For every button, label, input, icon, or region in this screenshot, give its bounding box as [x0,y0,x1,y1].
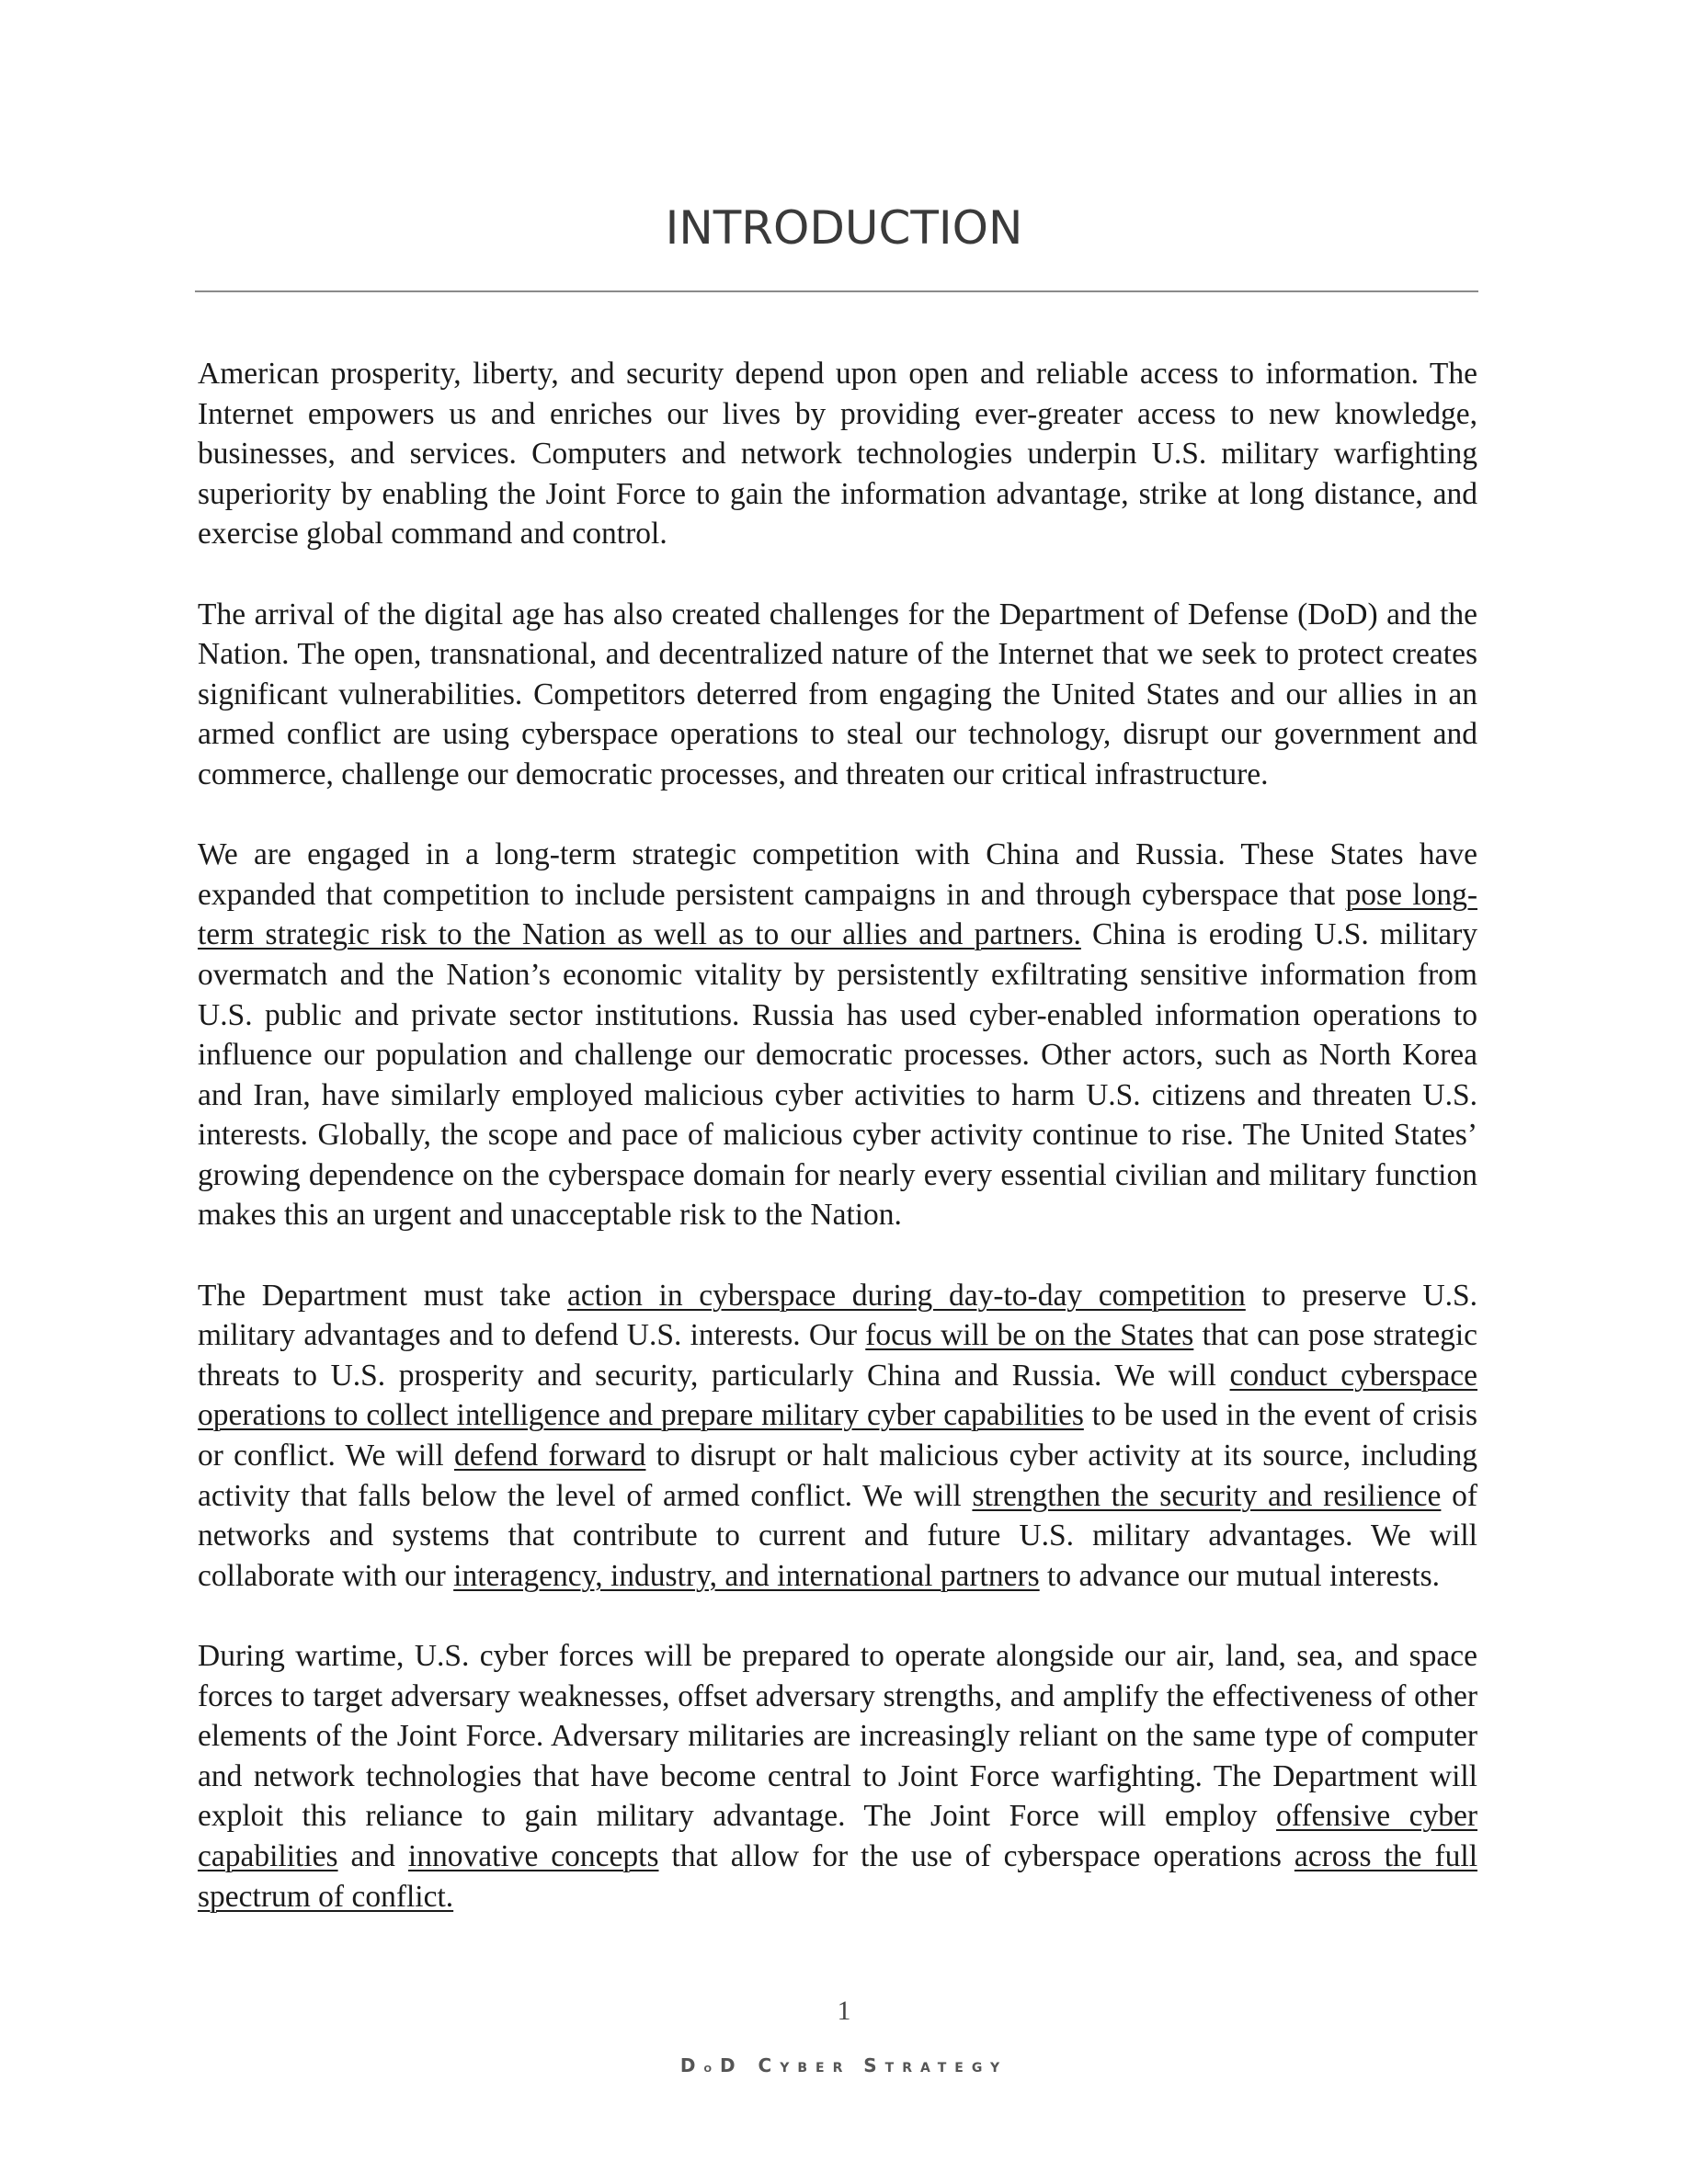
footer-text: YBER [780,2061,864,2076]
underlined-phrase: action in cyberspace during day-to-day competition [566,1278,1246,1313]
paragraph-text: that can pose strategic threats to U.S. prosperity and security, particularly China and Russia. We will [198,1318,1478,1393]
paragraph-2 [198,595,1477,795]
footer-text: TRATEGY [884,2061,1009,2076]
paragraph-text: China is eroding U.S. military overmatch and the Nation’s economic vitality by persistently exfiltrating sensitive information from U.S. public and private sector institutions. Russia has used cyber-enabled information operations to influence our population and challenge our democratic processes. Other actors, such as North Korea and Iran, have similarly employed malicious cyber activities to harm U.S. citizens and threaten U.S. interests. Globally, the scope and pace of malicious cyber activity continue to rise. The United States’ growing dependence on the cyberspace domain for nearly every essential civilian and military function makes this an urgent and unacceptable risk to the Nation. [198,917,1477,1233]
underlined-phrase: offensive cyber capabilities [198,1799,1477,1873]
footer-text: o [703,2061,720,2076]
paragraph-text: to advance our mutual interests. [1039,1558,1441,1593]
paragraph-text: to preserve U.S. military advantages and to defend U.S. interests. Our [198,1278,1478,1353]
page-title: INTRODUCTION [665,201,1023,255]
underlined-phrase: focus will be on the States [865,1318,1194,1353]
paragraph-text: During wartime, U.S. cyber forces will be prepared to operate alongside our air, land, sea, and space forces to target adversary weaknesses, offset adversary strengths, and amplify the effectiveness of other elements of the Joint Force. Adversary militaries are increasingly reliant on the same type of computer and network technologies that have become central to Joint Force warfighting. The Department will exploit this reliance to gain military advantage. The Joint Force will employ [198,1639,1477,1834]
underlined-phrase: pose long-term strategic risk to the Nation as well as to our allies and partners. [198,877,1477,952]
paragraph-5 [198,1636,1477,1917]
paragraph-text: and [337,1838,408,1873]
paragraph-1 [198,354,1477,554]
paragraph-text: of networks and systems that contribute to current and future U.S. military advantages. We will collaborate with our [198,1478,1477,1593]
paragraph-text: American prosperity, liberty, and security depend upon open and reliable access to information. The Internet empowers us and enriches our lives by providing ever-greater access to new knowledge, businesses, and services. Computers and network technologies underpin U.S. military warfighting superiority by enabling the Joint Force to gain the information advantage, strike at long distance, and exercise global command and control. [198,357,1477,552]
paragraph-text: that allow for the use of cyberspace operations [658,1838,1295,1873]
paragraph-text: The Department must take [198,1278,567,1313]
underlined-phrase: across the full spectrum of conflict. [198,1838,1477,1914]
page-number: 1 [837,1996,851,2026]
footer-text: D [679,2054,704,2076]
underlined-phrase: conduct cyberspace operations to collect intelligence and prepare military cyber capabilities [198,1358,1477,1433]
footer-document-title [0,2052,1688,2082]
underlined-phrase: innovative concepts [407,1838,659,1873]
underlined-phrase: defend forward [454,1439,646,1473]
paragraph-text: to disrupt or halt malicious cyber activity at its source, including activity that falls below the level of armed conflict. We will [198,1439,1477,1513]
title-divider [195,290,1478,292]
paragraph-4 [198,1276,1477,1597]
paragraph-3 [198,835,1477,1235]
footer-text: D [719,2054,758,2076]
footer-text: C [758,2054,781,2076]
paragraph-text: to be used in the event of crisis or conflict. We will [198,1398,1478,1473]
paragraph-text: We are engaged in a long-term strategic competition with China and Russia. These States have expanded that competition to include persistent campaigns in and through cyberspace that [198,837,1477,912]
document-body [198,354,1477,1917]
paragraph-text: The arrival of the digital age has also created challenges for the Department of Defense (DoD) and the Nation. The open, transnational, and decentralized nature of the Internet that we seek to protect creates significant vulnerabilities. Competitors deterred from engaging the United States and our allies in an armed conflict are using cyberspace operations to steal our technology, disrupt our government and commerce, challenge our democratic processes, and threaten our critical infrastructure. [198,597,1477,791]
underlined-phrase: interagency, industry, and international partners [453,1558,1040,1593]
footer-text: S [863,2054,885,2076]
underlined-phrase: strengthen the security and resilience [972,1478,1442,1513]
